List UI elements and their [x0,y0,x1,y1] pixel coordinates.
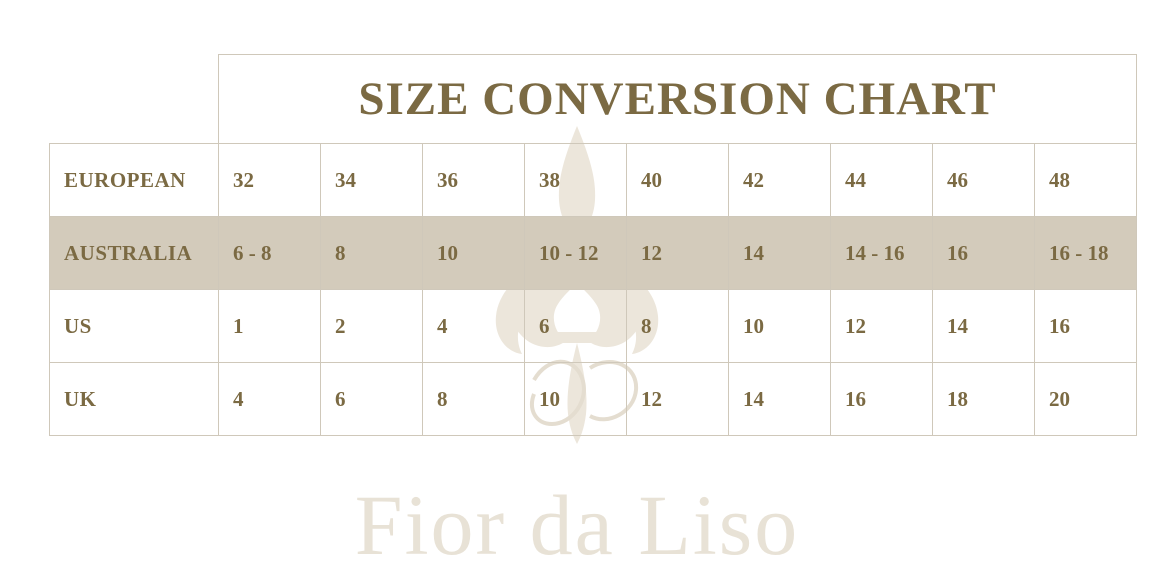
cell-uk-8: 20 [1035,363,1137,436]
cell-european-1: 34 [321,144,423,217]
chart-title-cell [219,55,1137,144]
chart-title-row [50,55,1137,144]
cell-european-4: 40 [627,144,729,217]
cell-european-6: 44 [831,144,933,217]
cell-us-7: 14 [933,290,1035,363]
cell-us-0: 1 [219,290,321,363]
brand-watermark-text: Fior da Liso [354,477,800,573]
cell-us-1: 2 [321,290,423,363]
cell-australia-0: 6 - 8 [219,217,321,290]
row-label-european: EUROPEAN [50,144,219,217]
cell-european-0: 32 [219,144,321,217]
cell-australia-2: 10 [423,217,525,290]
brand-watermark [0,477,1154,573]
size-conversion-chart [49,54,1137,436]
cell-australia-3: 10 - 12 [525,217,627,290]
cell-uk-5: 14 [729,363,831,436]
cell-uk-1: 6 [321,363,423,436]
cell-us-6: 12 [831,290,933,363]
cell-australia-1: 8 [321,217,423,290]
size-chart-table [49,54,1137,436]
cell-australia-4: 12 [627,217,729,290]
cell-european-7: 46 [933,144,1035,217]
cell-european-5: 42 [729,144,831,217]
cell-us-2: 4 [423,290,525,363]
row-label-australia: AUSTRALIA [50,217,219,290]
cell-uk-0: 4 [219,363,321,436]
cell-uk-7: 18 [933,363,1035,436]
cell-european-3: 38 [525,144,627,217]
cell-uk-2: 8 [423,363,525,436]
table-row [50,144,1137,217]
page-title: SIZE CONVERSION CHART [358,73,997,125]
cell-australia-5: 14 [729,217,831,290]
row-label-uk: UK [50,363,219,436]
cell-australia-7: 16 [933,217,1035,290]
table-row [50,363,1137,436]
cell-us-5: 10 [729,290,831,363]
cell-us-4: 8 [627,290,729,363]
row-label-us: US [50,290,219,363]
cell-european-2: 36 [423,144,525,217]
cell-us-3: 6 [525,290,627,363]
cell-uk-3: 10 [525,363,627,436]
table-row [50,217,1137,290]
cell-european-8: 48 [1035,144,1137,217]
cell-australia-8: 16 - 18 [1035,217,1137,290]
cell-uk-4: 12 [627,363,729,436]
cell-uk-6: 16 [831,363,933,436]
cell-us-8: 16 [1035,290,1137,363]
cell-australia-6: 14 - 16 [831,217,933,290]
title-row-spacer [50,55,219,144]
table-row [50,290,1137,363]
